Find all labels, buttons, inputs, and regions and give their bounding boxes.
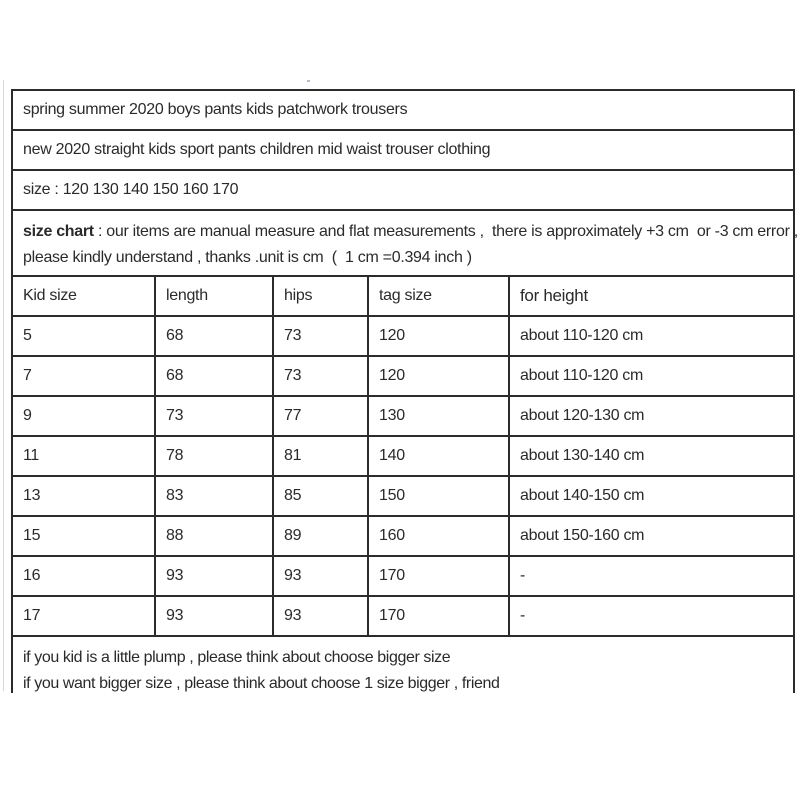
cell-kid-size: 7 [13, 357, 156, 395]
cell-length: 68 [156, 317, 274, 355]
cell-kid-size: 16 [13, 557, 156, 595]
left-edge-rule [3, 80, 4, 691]
cell-hips: 93 [274, 557, 369, 595]
cell-length: 88 [156, 517, 274, 555]
table-row [11, 315, 795, 355]
stray-dot-mark [307, 80, 310, 82]
cell-hips: 77 [274, 397, 369, 435]
size-chart-sheet [11, 89, 798, 693]
cell-for-height: about 140-150 cm [520, 487, 645, 504]
fit-advice-note [11, 635, 795, 693]
cell-tag-size: 170 [369, 557, 510, 595]
cell-for-height: about 130-140 cm [520, 447, 645, 464]
table-row [11, 355, 795, 395]
cell-length: 68 [156, 357, 274, 395]
size-chart-label: size chart [23, 223, 94, 240]
product-title-line-1: spring summer 2020 boys pants kids patchwork trousers [11, 89, 795, 129]
size-chart-note [11, 209, 798, 275]
available-sizes-line: size : 120 130 140 150 160 170 [11, 169, 795, 209]
size-chart-note-text-1: : our items are manual measure and flat measurements , there is approximately +3 cm or -3 cm error , [93, 223, 798, 240]
cell-hips: 81 [274, 437, 369, 475]
cell-kid-size: 17 [13, 597, 156, 635]
cell-for-height: about 110-120 cm [520, 327, 643, 344]
cell-length: 78 [156, 437, 274, 475]
cell-length: 93 [156, 557, 274, 595]
cell-tag-size: 120 [369, 357, 510, 395]
cell-length: 93 [156, 597, 274, 635]
fit-advice-line-1: if you kid is a little plump , please think about choose bigger size [23, 649, 451, 666]
header-length: length [156, 277, 274, 315]
cell-length: 73 [156, 397, 274, 435]
cell-hips: 85 [274, 477, 369, 515]
cell-tag-size: 160 [369, 517, 510, 555]
cell-for-height: about 150-160 cm [520, 527, 645, 544]
header-tag-size: tag size [369, 277, 510, 315]
cell-for-height: about 120-130 cm [520, 407, 645, 424]
cell-for-height: - [520, 607, 526, 624]
header-for-height: for height [520, 286, 588, 305]
cell-for-height: - [520, 567, 526, 584]
cell-kid-size: 11 [13, 437, 156, 475]
size-chart-note-text-2: please kindly understand , thanks .unit is cm ( 1 cm =0.394 inch ) [23, 249, 472, 266]
table-row [11, 395, 795, 435]
table-row [11, 435, 795, 475]
cell-hips: 73 [274, 357, 369, 395]
cell-kid-size: 13 [13, 477, 156, 515]
table-row [11, 595, 795, 635]
cell-tag-size: 120 [369, 317, 510, 355]
cell-tag-size: 150 [369, 477, 510, 515]
cell-tag-size: 140 [369, 437, 510, 475]
header-kid-size: Kid size [13, 277, 156, 315]
table-row [11, 515, 795, 555]
cell-kid-size: 9 [13, 397, 156, 435]
cell-tag-size: 130 [369, 397, 510, 435]
cell-length: 83 [156, 477, 274, 515]
cell-for-height: about 110-120 cm [520, 367, 643, 384]
fit-advice-line-2: if you want bigger size , please think about choose 1 size bigger , friend [23, 675, 500, 692]
cell-tag-size: 170 [369, 597, 510, 635]
cell-hips: 93 [274, 597, 369, 635]
cell-kid-size: 15 [13, 517, 156, 555]
table-row [11, 555, 795, 595]
cell-hips: 73 [274, 317, 369, 355]
header-hips: hips [274, 277, 369, 315]
cell-hips: 89 [274, 517, 369, 555]
table-header-row [11, 275, 795, 315]
cell-kid-size: 5 [13, 317, 156, 355]
product-title-line-2: new 2020 straight kids sport pants children mid waist trouser clothing [11, 129, 795, 169]
table-row [11, 475, 795, 515]
